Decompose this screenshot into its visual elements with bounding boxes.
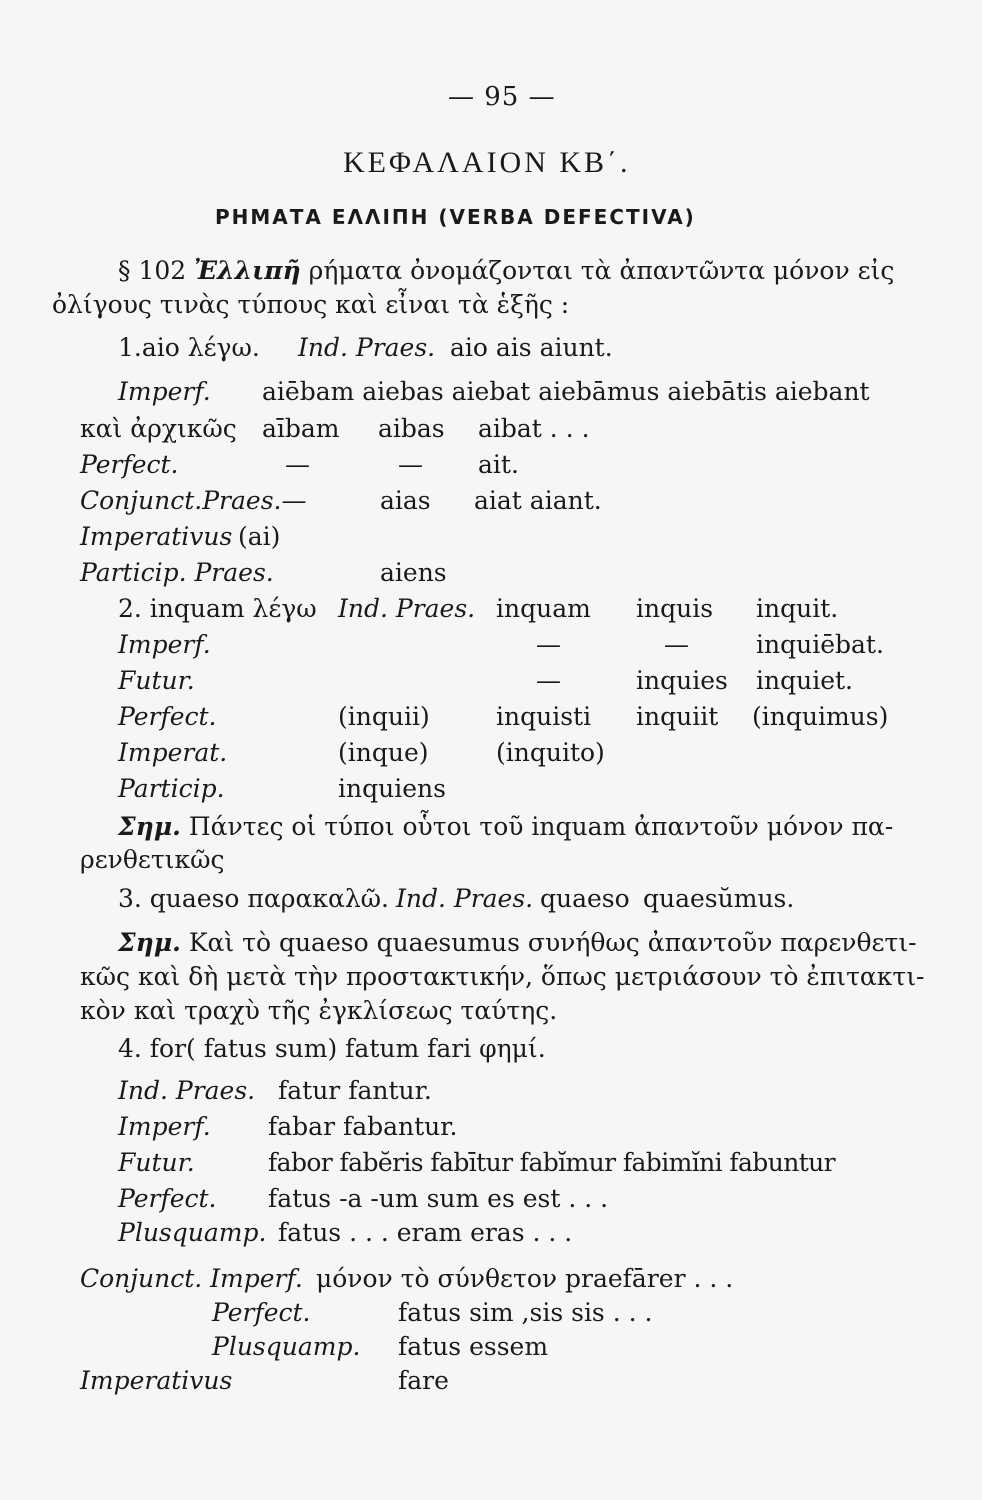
inquam-imperf-dash-1: — bbox=[536, 630, 561, 659]
chapter-title: ΚΕΦΑΛΑΙΟΝ ΚΒ΄. bbox=[343, 146, 631, 179]
aio-archaic-label: καὶ ἀρχικῶς bbox=[80, 414, 237, 443]
note-1-text: Πάντες οἱ τύποι οὗτοι τοῦ inquam ἀπαντοῦν μόνον πα- bbox=[188, 812, 894, 841]
inquam-future-2: inquiet. bbox=[756, 666, 853, 695]
for-perfect-forms: fatus -a -um sum es est . . . bbox=[268, 1184, 609, 1213]
inquam-present-3: inquit. bbox=[756, 594, 839, 623]
inquam-present-2: inquis bbox=[636, 594, 714, 623]
for-future-forms: fabor fabĕris fabītur fabĭmur fabimĭni fabuntur bbox=[268, 1148, 836, 1177]
for-perfect-label: Perfect. bbox=[118, 1184, 217, 1213]
aio-imperative-label: Imperativus bbox=[80, 522, 233, 551]
for-head: 4. for( fatus sum) fatum fari φημί. bbox=[118, 1034, 546, 1063]
for-conj-plusquam-forms: fatus essem bbox=[398, 1332, 549, 1361]
page-number: — 95 — bbox=[448, 82, 556, 112]
inquam-future-label: Futur. bbox=[118, 666, 195, 695]
note-2-line-2: κῶς καὶ δὴ μετὰ τὴν προστακτικήν, ὅπως μετριάσουν τὸ ἐπιτακτι- bbox=[80, 962, 925, 991]
intro-line-2: ὀλίγους τινὰς τύπους καὶ εἶναι τὰ ἑξῆς : bbox=[52, 290, 570, 319]
for-plusquam-forms: fatus . . . eram eras . . . bbox=[278, 1218, 573, 1247]
intro-text: ρήματα ὀνομάζονται τὰ ἀπαντῶντα μόνον εἰς bbox=[308, 256, 895, 285]
section-subtitle: ΡΗΜΑΤΑ ΕΛΛΙΠΗ (VERBA DEFECTIVA) bbox=[215, 205, 696, 229]
inquam-perfect-label: Perfect. bbox=[118, 702, 217, 731]
inquam-imperat-1: (inque) bbox=[338, 738, 429, 767]
aio-archaic-3: aibat . . . bbox=[478, 414, 590, 443]
inquam-perfect-3: inquiit bbox=[636, 702, 719, 731]
aio-present-forms: aio ais aiunt. bbox=[450, 333, 613, 362]
aio-perfect-dash-1: — bbox=[285, 450, 310, 479]
note-2-text: Καὶ τὸ quaeso quaesumus συνήθως ἀπαντοῦν παρενθετι- bbox=[188, 928, 917, 957]
for-plusquam-label: Plusquamp. bbox=[118, 1218, 267, 1247]
quaeso-mood-label: Ind. Praes. bbox=[396, 884, 534, 913]
aio-imperative-form: (ai) bbox=[238, 522, 281, 551]
inquam-head: 2. inquam λέγω bbox=[118, 594, 317, 623]
inquam-future-1: inquies bbox=[636, 666, 728, 695]
inquam-imperf-form: inquiēbat. bbox=[756, 630, 884, 659]
note-2-label: Σημ. bbox=[118, 928, 181, 957]
aio-perfect-dash-2: — bbox=[398, 450, 423, 479]
section-number: § 102 bbox=[118, 256, 187, 285]
aio-imperf-label: Imperf. bbox=[118, 377, 211, 406]
aio-imperf-forms: aiēbam aiebas aiebat aiebāmus aiebātis aiebant bbox=[262, 377, 870, 406]
aio-subj-form-2: aiat aiant. bbox=[474, 486, 602, 515]
for-conj-perfect-label: Perfect. bbox=[212, 1298, 311, 1327]
for-imperf-label: Imperf. bbox=[118, 1112, 211, 1141]
inquam-imperf-label: Imperf. bbox=[118, 630, 211, 659]
for-conj-forms: μόνον τὸ σύνθετον praefārer . . . bbox=[316, 1264, 734, 1293]
inquam-participle-label: Particip. bbox=[118, 774, 225, 803]
for-imperative-form: fare bbox=[398, 1366, 449, 1395]
note-1-line-1 bbox=[118, 812, 893, 842]
note-1-line-2: ρενθετικῶς bbox=[80, 845, 225, 874]
note-1-label: Σημ. bbox=[118, 812, 181, 841]
inquam-imperat-label: Imperat. bbox=[118, 738, 228, 767]
term-elleipe: Ἐλλιπῆ bbox=[194, 256, 301, 285]
note-2-line-1 bbox=[118, 928, 917, 958]
for-conj-label: Conjunct. Imperf. bbox=[80, 1264, 303, 1293]
inquam-perfect-1: (inquii) bbox=[338, 702, 430, 731]
for-imperative-label: Imperativus bbox=[80, 1366, 233, 1395]
for-future-label: Futur. bbox=[118, 1148, 195, 1177]
aio-participle-form: aiens bbox=[380, 558, 447, 587]
quaeso-head: 3. quaeso παρακαλῶ. bbox=[118, 884, 390, 913]
aio-perfect-form: ait. bbox=[478, 450, 519, 479]
inquam-perfect-4: (inquimus) bbox=[752, 702, 889, 731]
aio-subj-form-1: aias bbox=[380, 486, 431, 515]
inquam-mood-label: Ind. Praes. bbox=[338, 594, 476, 623]
aio-perfect-label: Perfect. bbox=[80, 450, 179, 479]
inquam-participle-form: inquiens bbox=[338, 774, 446, 803]
aio-archaic-2: aibas bbox=[378, 414, 445, 443]
aio-participle-label: Particip. Praes. bbox=[80, 558, 274, 587]
aio-head: 1.aio λέγω. bbox=[118, 333, 260, 362]
quaeso-form-1: quaeso bbox=[540, 884, 630, 913]
for-conj-perfect-forms: fatus sim ,sis sis . . . bbox=[398, 1298, 653, 1327]
note-2-line-3: κὸν καὶ τραχὺ τῆς ἐγκλίσεως ταύτης. bbox=[80, 996, 558, 1025]
inquam-perfect-2: inquisti bbox=[496, 702, 592, 731]
aio-subj-label: Conjunct.Praes.— bbox=[80, 486, 307, 515]
quaeso-form-2: quaesŭmus. bbox=[643, 884, 795, 913]
inquam-future-dash: — bbox=[536, 666, 561, 695]
for-ind-label: Ind. Praes. bbox=[118, 1076, 256, 1105]
aio-mood-label: Ind. Praes. bbox=[298, 333, 436, 362]
inquam-imperf-dash-2: — bbox=[664, 630, 689, 659]
for-conj-plusquam-label: Plusquamp. bbox=[212, 1332, 361, 1361]
intro-line-1 bbox=[118, 256, 894, 286]
for-ind-forms: fatur fantur. bbox=[278, 1076, 432, 1105]
for-imperf-forms: fabar fabantur. bbox=[268, 1112, 458, 1141]
aio-archaic-1: aībam bbox=[262, 414, 340, 443]
inquam-present-1: inquam bbox=[496, 594, 591, 623]
inquam-imperat-2: (inquito) bbox=[496, 738, 605, 767]
